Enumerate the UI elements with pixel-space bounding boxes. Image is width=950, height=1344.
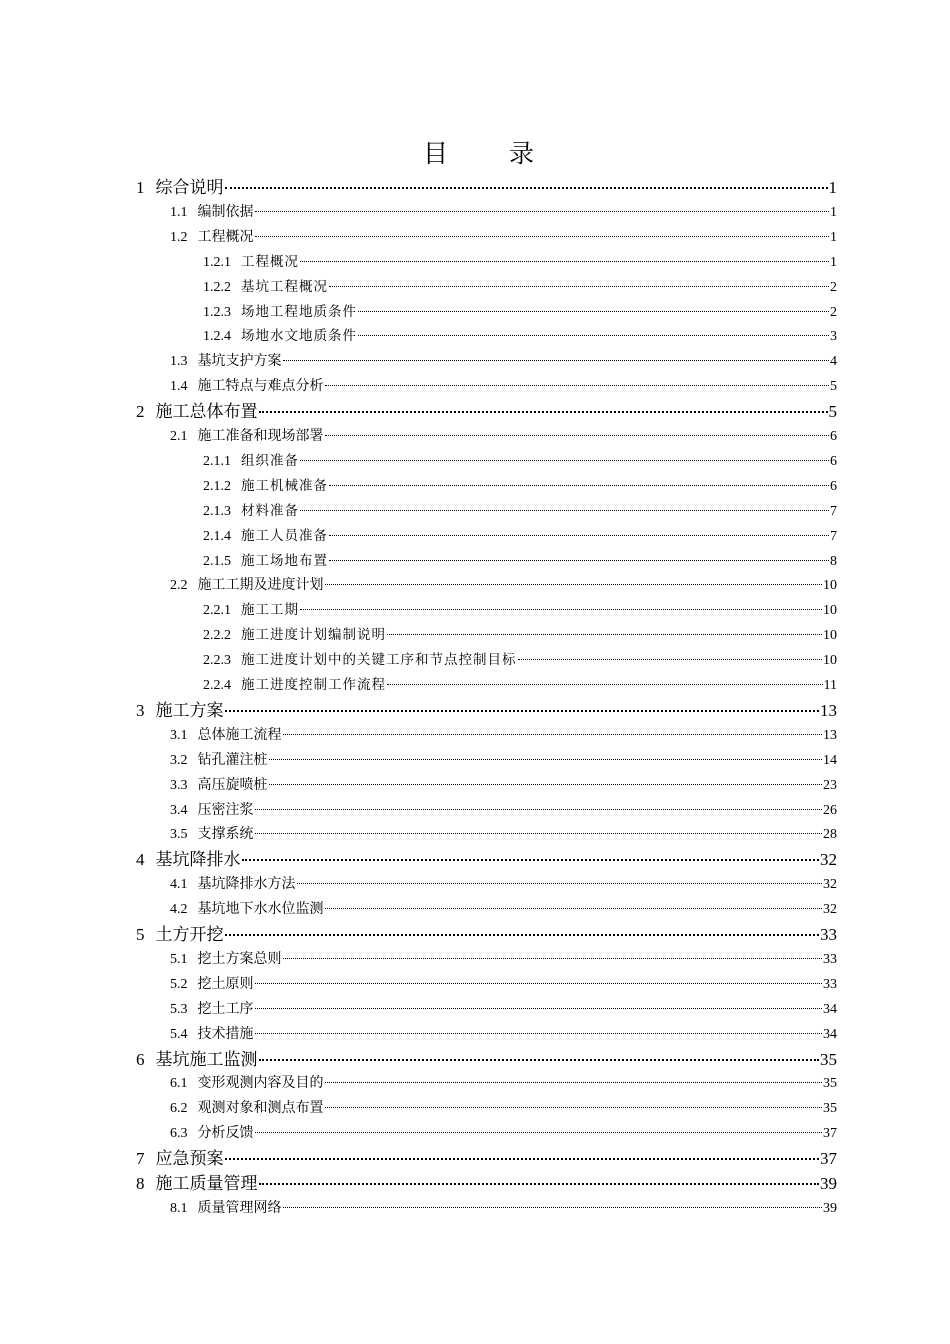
dot-leader bbox=[358, 335, 829, 336]
toc-entry-number: 1.3 bbox=[170, 354, 188, 370]
toc-entry-number: 3.5 bbox=[170, 827, 188, 843]
toc-entry-page: 2 bbox=[830, 304, 837, 320]
toc-entry-number: 5.1 bbox=[170, 951, 188, 967]
dot-leader bbox=[283, 360, 830, 361]
toc-entry-page: 2 bbox=[830, 279, 837, 295]
toc-entry-number: 2.1.3 bbox=[203, 503, 231, 519]
toc-entry-page: 33 bbox=[823, 976, 837, 992]
toc-entry-number: 2.2 bbox=[170, 578, 188, 594]
toc-entry-page: 11 bbox=[823, 678, 837, 693]
dot-leader bbox=[300, 510, 829, 511]
toc-entry-number: 8 bbox=[136, 1174, 145, 1193]
toc-entry[interactable] bbox=[203, 474, 837, 499]
dot-leader bbox=[259, 1183, 820, 1185]
toc-entry[interactable] bbox=[136, 1171, 837, 1196]
toc-entry-page: 10 bbox=[823, 653, 837, 669]
toc-entry-number: 1.2.1 bbox=[203, 254, 231, 270]
toc-entry-title: 总体施工流程 bbox=[197, 726, 282, 743]
toc-entry[interactable] bbox=[170, 947, 837, 972]
toc-entry[interactable] bbox=[170, 1121, 837, 1146]
toc-entry-page: 37 bbox=[820, 1149, 837, 1169]
toc-entry[interactable] bbox=[203, 449, 837, 474]
toc-entry[interactable] bbox=[136, 1146, 837, 1171]
toc-entry-title: 施工准备和现场部署 bbox=[197, 428, 324, 444]
dot-leader bbox=[300, 261, 829, 262]
toc-entry-title: 场地水文地质条件 bbox=[241, 328, 357, 345]
toc-entry-title: 分析反馈 bbox=[197, 1125, 254, 1142]
toc-entry-page: 37 bbox=[823, 1126, 837, 1142]
toc-entry-page: 13 bbox=[823, 727, 837, 743]
toc-entry-page: 34 bbox=[823, 1001, 837, 1017]
toc-entry-title: 基坑工程概况 bbox=[241, 278, 328, 295]
toc-entry-page: 1 bbox=[830, 229, 837, 245]
toc-entry-title: 工程概况 bbox=[197, 228, 254, 245]
toc-entry-title: 施工人员准备 bbox=[241, 527, 328, 544]
dot-leader bbox=[329, 485, 829, 486]
toc-entry[interactable] bbox=[203, 673, 837, 698]
toc-entry-title: 材料准备 bbox=[241, 502, 299, 519]
toc-entry-number: 2.1.1 bbox=[203, 453, 231, 469]
toc-entry-number: 5 bbox=[136, 925, 145, 944]
toc-entry-title: 基坑降排水 bbox=[155, 850, 241, 871]
dot-leader bbox=[297, 883, 823, 884]
dot-leader bbox=[255, 983, 823, 984]
toc-entry-title: 施工工期 bbox=[241, 602, 299, 619]
toc-entry-title: 变形观测内容及目的 bbox=[197, 1075, 324, 1092]
toc-entry[interactable] bbox=[170, 1022, 837, 1047]
toc-entry-page: 5 bbox=[828, 402, 837, 422]
dot-leader bbox=[325, 1082, 823, 1083]
dot-leader bbox=[242, 859, 820, 861]
toc-entry-number: 1.4 bbox=[170, 379, 188, 395]
toc-entry-page: 10 bbox=[823, 578, 837, 594]
toc-entry-title: 综合说明 bbox=[155, 178, 224, 198]
toc-entry-title: 土方开挖 bbox=[155, 925, 224, 945]
toc-entry-number: 1.2.2 bbox=[203, 279, 231, 295]
toc-entry-number: 2 bbox=[136, 402, 145, 422]
dot-leader bbox=[255, 1033, 823, 1034]
toc-entry[interactable] bbox=[170, 972, 837, 997]
toc-entry-number: 2.2.1 bbox=[203, 603, 231, 619]
toc-entry-number: 1 bbox=[136, 178, 145, 197]
toc-entry-number: 3.3 bbox=[170, 777, 188, 793]
toc-entry-number: 3 bbox=[136, 700, 145, 720]
toc-entry[interactable] bbox=[136, 399, 837, 424]
toc-entry-page: 6 bbox=[830, 453, 837, 469]
toc-entry-page: 28 bbox=[823, 827, 837, 843]
toc-entry[interactable] bbox=[136, 922, 837, 947]
toc-entry[interactable] bbox=[203, 324, 837, 349]
toc-entry-page: 26 bbox=[823, 802, 837, 818]
toc-entry-page: 39 bbox=[820, 1174, 837, 1193]
dot-leader bbox=[325, 435, 830, 436]
toc-entry-page: 6 bbox=[830, 478, 837, 494]
toc-entry-title: 施工场地布置 bbox=[241, 552, 328, 569]
toc-entry-page: 35 bbox=[823, 1076, 837, 1092]
toc-entry-title: 挖土原则 bbox=[197, 975, 254, 992]
dot-leader bbox=[259, 411, 828, 413]
dot-leader bbox=[269, 784, 823, 785]
toc-entry[interactable] bbox=[170, 374, 837, 399]
dot-leader bbox=[325, 908, 823, 909]
toc-entry-title: 工程概况 bbox=[241, 253, 299, 270]
toc-entry-number: 2.1 bbox=[170, 429, 188, 444]
toc-entry[interactable] bbox=[170, 1071, 837, 1096]
dot-leader bbox=[300, 609, 822, 610]
toc-entry-title: 施工进度计划中的关键工序和节点控制目标 bbox=[241, 652, 517, 669]
dot-leader bbox=[225, 1158, 820, 1160]
toc-entry-page: 7 bbox=[830, 503, 837, 519]
dot-leader bbox=[255, 1008, 823, 1009]
toc-entry-title: 施工方案 bbox=[155, 700, 224, 721]
toc-entry-page: 1 bbox=[828, 178, 837, 197]
dot-leader bbox=[225, 710, 820, 712]
toc-entry-number: 4.1 bbox=[170, 877, 188, 893]
toc-entry[interactable] bbox=[170, 897, 837, 922]
toc-entry-title: 施工进度计划编制说明 bbox=[241, 627, 386, 644]
toc-entry[interactable] bbox=[170, 573, 837, 598]
toc-entry[interactable] bbox=[136, 1047, 837, 1072]
dot-leader bbox=[255, 236, 830, 237]
toc-entry-page: 5 bbox=[830, 379, 837, 395]
toc-entry-number: 2.1.5 bbox=[203, 553, 231, 569]
toc-entry-page: 1 bbox=[830, 254, 837, 270]
dot-leader bbox=[358, 311, 829, 312]
toc-entry-number: 2.1.4 bbox=[203, 528, 231, 544]
toc-entry[interactable] bbox=[203, 549, 837, 574]
dot-leader bbox=[329, 286, 829, 287]
dot-leader bbox=[387, 684, 823, 685]
toc-entry[interactable] bbox=[203, 300, 837, 325]
toc-entry-page: 34 bbox=[823, 1026, 837, 1042]
toc-entry[interactable] bbox=[170, 997, 837, 1022]
toc-entry[interactable] bbox=[170, 200, 837, 225]
dot-leader bbox=[255, 833, 823, 834]
dot-leader bbox=[300, 460, 829, 461]
toc-entry[interactable] bbox=[203, 524, 837, 549]
toc-entry-page: 4 bbox=[830, 354, 837, 370]
dot-leader bbox=[329, 535, 829, 536]
dot-leader bbox=[283, 734, 823, 735]
toc-entry-title: 施工进度控制工作流程 bbox=[241, 677, 386, 693]
toc-entry-title: 场地工程地质条件 bbox=[241, 303, 357, 320]
toc-entry-page: 13 bbox=[820, 700, 837, 720]
toc-entry[interactable] bbox=[203, 250, 837, 275]
toc-entry-page: 32 bbox=[823, 902, 837, 918]
toc-entry-title: 挖土工序 bbox=[197, 1000, 254, 1017]
toc-entry[interactable] bbox=[170, 1096, 837, 1121]
toc-entry-title: 施工质量管理 bbox=[155, 1174, 258, 1194]
toc-entry-page: 35 bbox=[820, 1049, 837, 1069]
toc-entry-title: 质量管理网络 bbox=[197, 1199, 282, 1216]
toc-entry-number: 2.1.2 bbox=[203, 478, 231, 494]
toc-entry-number: 6.3 bbox=[170, 1126, 188, 1142]
dot-leader bbox=[325, 385, 830, 386]
toc-entry-title: 压密注浆 bbox=[197, 801, 254, 818]
toc-entry-number: 3.4 bbox=[170, 802, 188, 818]
toc-entry-page: 32 bbox=[820, 850, 837, 870]
toc-entry[interactable] bbox=[170, 424, 837, 449]
toc-entry[interactable] bbox=[170, 872, 837, 897]
toc-entry[interactable] bbox=[170, 723, 837, 748]
toc-entry[interactable] bbox=[203, 275, 837, 300]
toc-entry-page: 33 bbox=[823, 951, 837, 967]
toc-entry[interactable] bbox=[136, 847, 837, 872]
toc-entry-page: 7 bbox=[830, 528, 837, 544]
toc-entry-number: 6.1 bbox=[170, 1076, 188, 1092]
toc-entry-title: 组织准备 bbox=[241, 452, 299, 469]
toc-entry-number: 5.2 bbox=[170, 976, 188, 992]
toc-entry[interactable] bbox=[203, 598, 837, 623]
toc-entry[interactable] bbox=[136, 698, 837, 723]
toc-entry-title: 编制依据 bbox=[197, 203, 254, 220]
toc-entry-number: 4 bbox=[136, 850, 145, 870]
toc-entry-page: 23 bbox=[823, 777, 837, 793]
toc-entry-title: 观测对象和测点布置 bbox=[197, 1100, 324, 1117]
dot-leader bbox=[387, 634, 822, 635]
dot-leader bbox=[283, 958, 823, 959]
dot-leader bbox=[255, 809, 823, 810]
toc-entry[interactable] bbox=[170, 349, 837, 374]
toc-entry-page: 39 bbox=[823, 1200, 837, 1216]
toc-entry-title: 钻孔灌注桩 bbox=[197, 751, 268, 768]
dot-leader bbox=[325, 1107, 823, 1108]
toc-entry[interactable] bbox=[170, 1196, 837, 1221]
toc-entry-title: 基坑施工监测 bbox=[155, 1049, 258, 1070]
toc-entry-title: 支撑系统 bbox=[197, 826, 254, 843]
toc-entry-number: 2.2.3 bbox=[203, 653, 231, 669]
dot-leader bbox=[259, 1059, 820, 1061]
toc-entry-title: 高压旋喷桩 bbox=[197, 776, 268, 793]
toc-entry-number: 1.2.4 bbox=[203, 329, 231, 345]
toc-entry-page: 1 bbox=[830, 204, 837, 220]
toc-entry-page: 6 bbox=[830, 429, 837, 444]
toc-entry[interactable] bbox=[136, 175, 837, 200]
dot-leader bbox=[283, 1207, 823, 1208]
toc-entry[interactable] bbox=[170, 798, 837, 823]
toc-entry[interactable] bbox=[203, 648, 837, 673]
dot-leader bbox=[269, 759, 823, 760]
toc-entry-number: 1.2.3 bbox=[203, 304, 231, 320]
toc-entry-title: 施工特点与难点分析 bbox=[197, 378, 324, 395]
toc-entry[interactable] bbox=[170, 773, 837, 798]
toc-entry-page: 10 bbox=[823, 603, 837, 619]
toc-entry-title: 挖土方案总则 bbox=[197, 950, 282, 967]
dot-leader bbox=[255, 1132, 823, 1133]
toc-entry-number: 2.2.2 bbox=[203, 628, 231, 644]
toc-entry-title: 应急预案 bbox=[155, 1149, 224, 1170]
dot-leader bbox=[518, 659, 823, 660]
toc-entry-number: 5.4 bbox=[170, 1026, 188, 1042]
toc-entry-page: 32 bbox=[823, 877, 837, 893]
toc-entry-page: 14 bbox=[823, 752, 837, 768]
toc-entry-page: 10 bbox=[823, 628, 837, 644]
dot-leader bbox=[255, 211, 830, 212]
toc-entry-title: 施工机械准备 bbox=[241, 477, 328, 494]
dot-leader bbox=[225, 187, 828, 189]
toc-entry-number: 3.2 bbox=[170, 752, 188, 768]
toc-entry-title: 基坑支护方案 bbox=[197, 353, 282, 370]
toc-entry[interactable] bbox=[203, 623, 837, 648]
toc-entry-title: 基坑降排水方法 bbox=[197, 876, 296, 893]
toc-entry-number: 3.1 bbox=[170, 727, 188, 743]
toc-entry-number: 1.2 bbox=[170, 229, 188, 245]
toc-entry-number: 8.1 bbox=[170, 1200, 188, 1216]
dot-leader bbox=[329, 560, 829, 561]
toc-entry[interactable] bbox=[203, 499, 837, 524]
toc-entry-number: 2.2.4 bbox=[203, 678, 231, 693]
toc-entry-title: 技术措施 bbox=[197, 1025, 254, 1042]
toc-entry-number: 7 bbox=[136, 1149, 145, 1169]
toc-entry-number: 4.2 bbox=[170, 902, 188, 918]
toc-entry-page: 8 bbox=[830, 553, 837, 569]
toc-entry-page: 35 bbox=[823, 1101, 837, 1117]
toc-entry-number: 6.2 bbox=[170, 1101, 188, 1117]
toc-entry-title: 基坑地下水水位监测 bbox=[197, 901, 324, 918]
toc-entry-number: 5.3 bbox=[170, 1001, 188, 1017]
dot-leader bbox=[225, 934, 820, 936]
toc-entry[interactable] bbox=[170, 225, 837, 250]
toc-entry-page: 33 bbox=[820, 925, 837, 944]
toc-entry[interactable] bbox=[170, 822, 837, 847]
toc-entry-title: 施工总体布置 bbox=[155, 402, 258, 423]
toc-entry-page: 3 bbox=[830, 329, 837, 345]
toc-entry[interactable] bbox=[170, 748, 837, 773]
toc-entry-number: 1.1 bbox=[170, 204, 188, 220]
toc-entry-title: 施工工期及进度计划 bbox=[197, 577, 324, 594]
dot-leader bbox=[325, 584, 823, 585]
toc-title: 目 录 bbox=[422, 139, 552, 168]
toc-entry-number: 6 bbox=[136, 1049, 145, 1069]
